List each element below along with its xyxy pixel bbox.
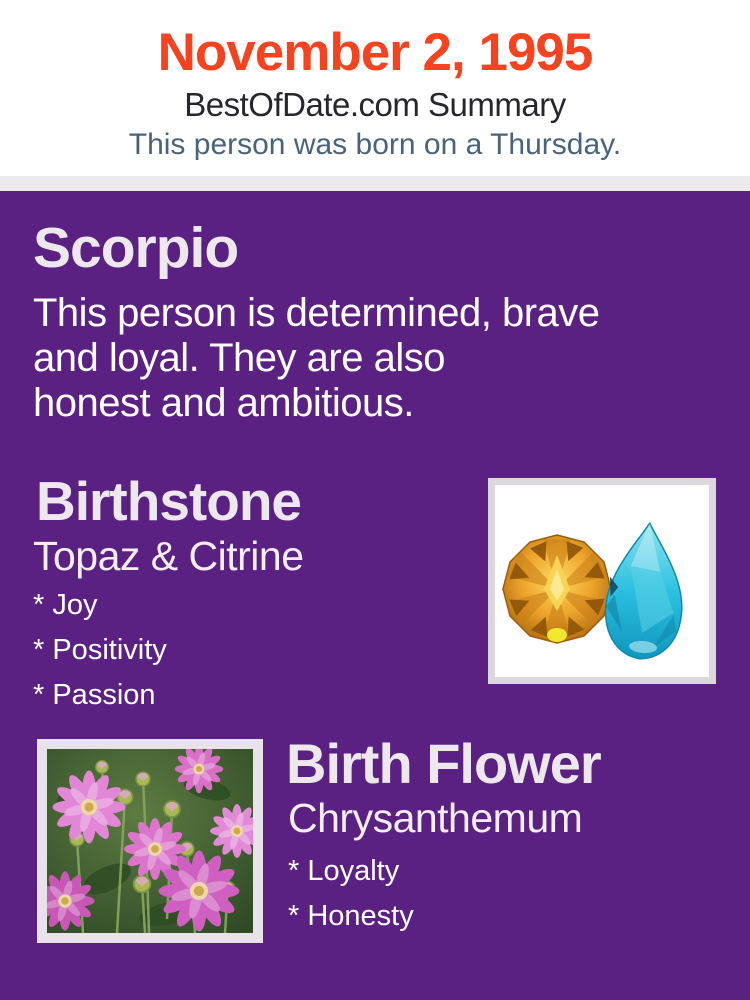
purple-section <box>0 191 750 1000</box>
birth-flower-image <box>37 739 263 943</box>
topaz-citrine-gems-graphic <box>495 485 709 677</box>
birthstone-names: Topaz & Citrine <box>33 533 304 579</box>
site-summary-subtitle: BestOfDate.com Summary <box>184 86 566 123</box>
birthstone-heading: Birthstone <box>36 470 301 532</box>
birthstone-trait: * Passion <box>33 679 156 711</box>
birth-flower-heading: Birth Flower <box>286 732 601 795</box>
born-day-line: This person was born on a Thursday. <box>128 128 622 161</box>
birth-flower-trait: * Honesty <box>288 900 414 932</box>
birthstone-image <box>488 478 716 684</box>
zodiac-description <box>33 291 723 426</box>
birth-flower-trait: * Loyalty <box>288 855 400 887</box>
zodiac-description-line: This person is determined, brave <box>33 291 600 335</box>
zodiac-description-line: honest and ambitious. <box>33 381 414 425</box>
birthstone-trait: * Joy <box>33 589 98 621</box>
header <box>0 0 750 176</box>
page-title: November 2, 1995 <box>157 23 593 82</box>
birth-flower-name: Chrysanthemum <box>288 795 583 841</box>
birthstone-trait: * Positivity <box>33 634 167 666</box>
birth-flower-traits <box>288 849 414 939</box>
birthstone-traits <box>33 583 167 718</box>
divider-strip <box>0 176 750 191</box>
zodiac-sign-heading: Scorpio <box>33 216 239 280</box>
zodiac-description-line: and loyal. They are also <box>33 336 445 380</box>
chrysanthemum-photo-graphic <box>47 749 253 933</box>
